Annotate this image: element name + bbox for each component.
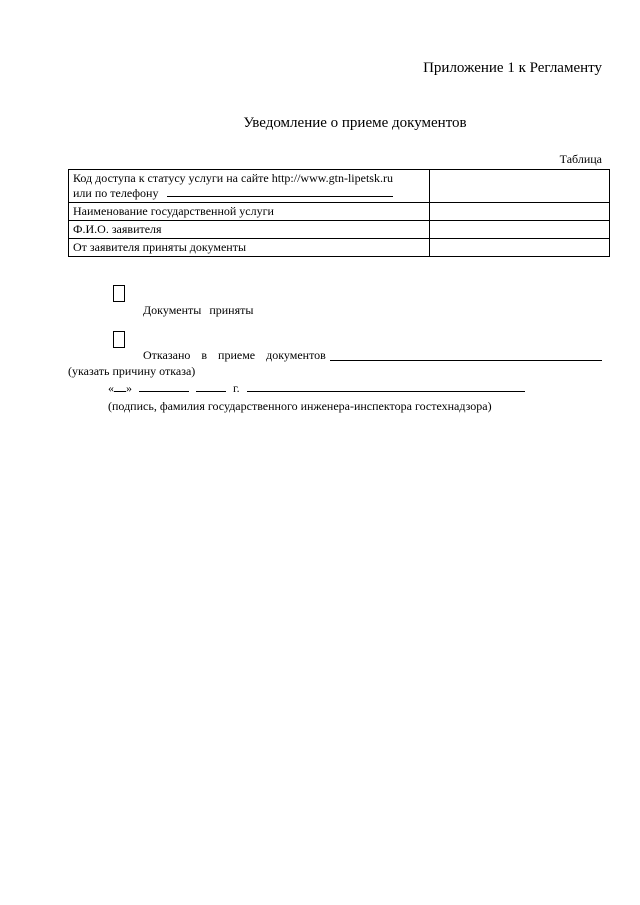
documents-received-label: От заявителя приняты документы [69,239,430,257]
refused-checkbox[interactable] [113,331,125,348]
signature-caption: (подпись, фамилия государственного инженера-инспектора гостехнадзора) [108,399,492,413]
table-row [69,203,610,221]
date-close-quote: » [126,381,132,395]
table-row [69,221,610,239]
year-blank[interactable] [196,381,226,392]
documents-received-value[interactable] [430,239,610,257]
table-caption: Таблица [559,152,602,166]
refused-label: Отказано в приеме документов [143,348,326,362]
table-row [69,170,610,203]
phone-label-line [73,186,425,201]
table-cell-label [69,170,430,203]
accepted-checkbox[interactable] [113,285,125,302]
signature-blank[interactable] [247,381,525,392]
document-title: Уведомление о приеме документов [243,115,467,131]
service-name-label: Наименование государственной услуги [69,203,430,221]
access-code-value[interactable] [430,170,610,203]
date-line [108,381,525,396]
info-table [68,169,610,257]
month-blank[interactable] [139,381,189,392]
appendix-label: Приложение 1 к Регламенту [423,60,602,76]
access-code-label: Код доступа к статусу услуги на сайте http://www.gtn-lipetsk.ru [73,171,393,185]
service-name-value[interactable] [430,203,610,221]
day-blank[interactable] [114,381,126,392]
date-open-quote: « [108,381,114,395]
refusal-reason-hint: (указать причину отказа) [68,364,196,378]
accepted-label: Документы приняты [143,303,254,317]
refusal-reason-blank[interactable] [330,350,602,361]
table-row [69,239,610,257]
applicant-name-label: Ф.И.О. заявителя [69,221,430,239]
applicant-name-value[interactable] [430,221,610,239]
phone-label: или по телефону [73,186,159,200]
phone-blank[interactable] [167,186,393,197]
year-suffix: г. [233,381,240,395]
